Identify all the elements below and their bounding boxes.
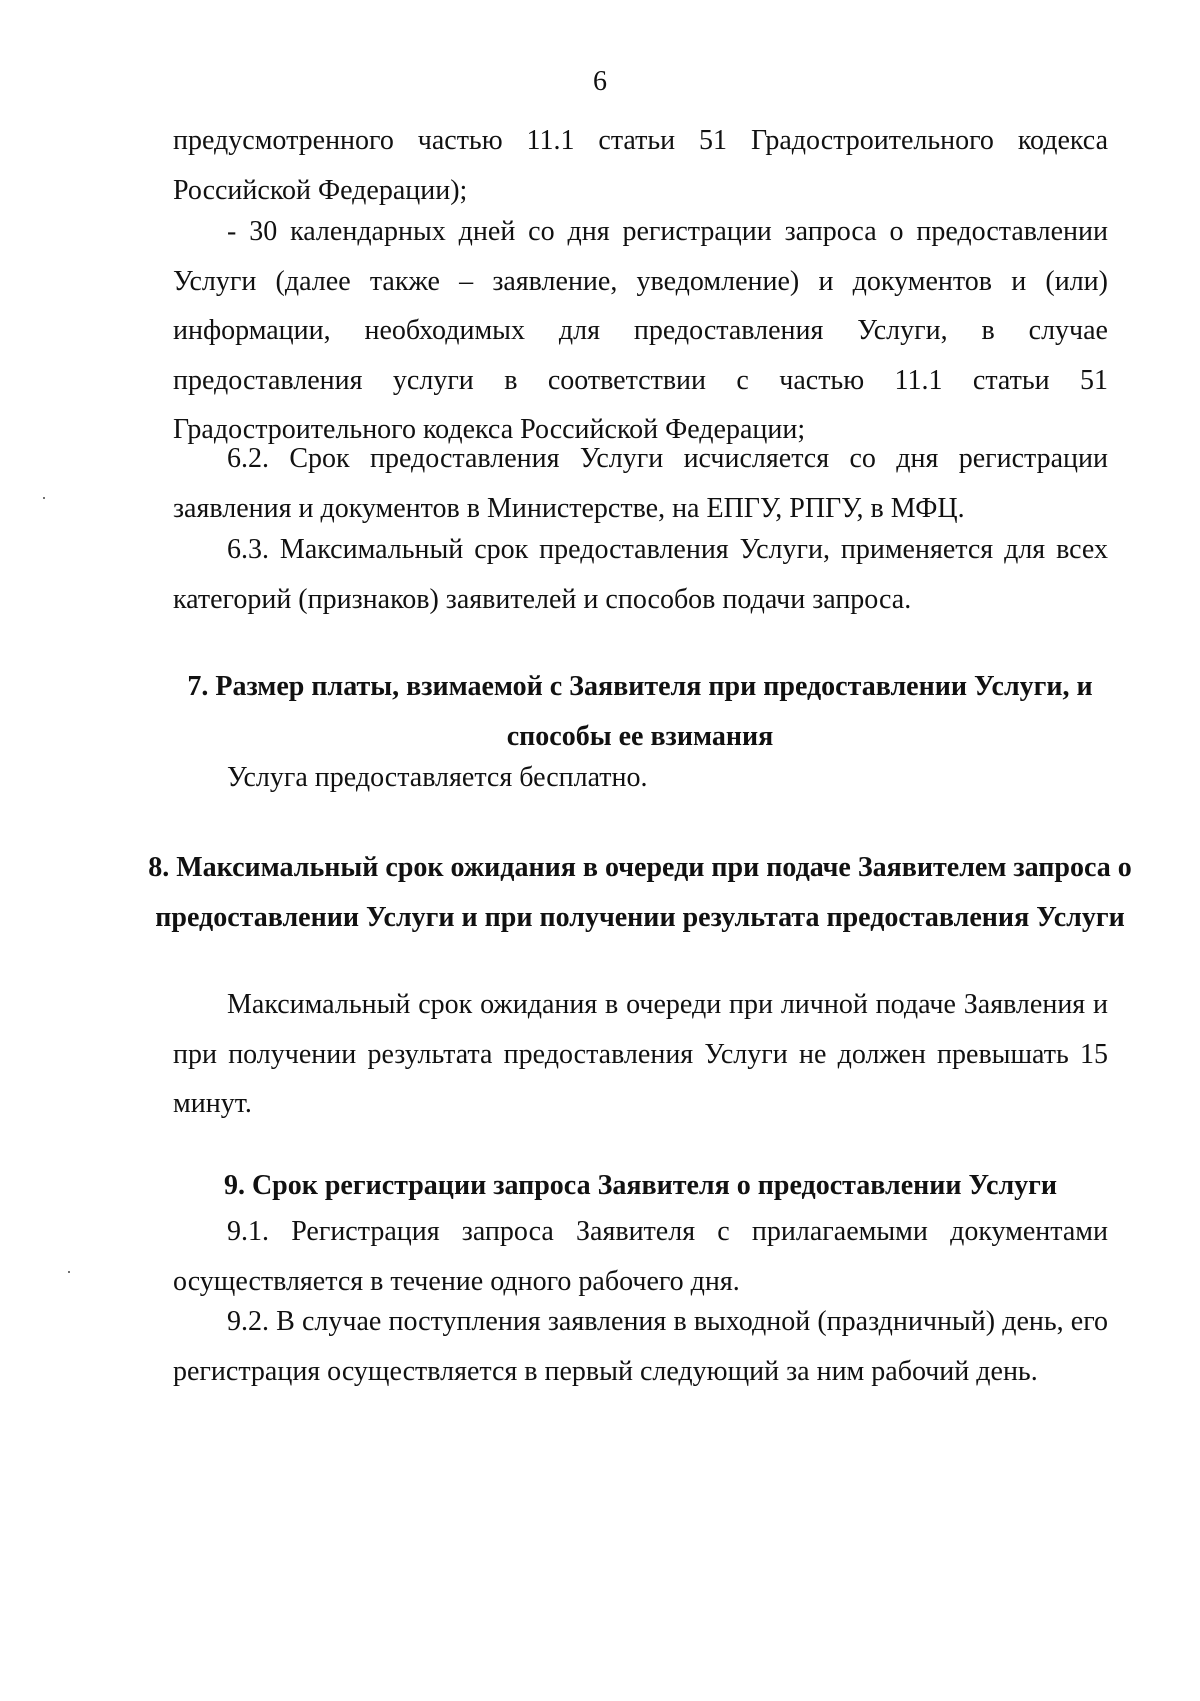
paragraph-9-1: 9.1. Регистрация запроса Заявителя с прилагаемыми документами осуществляется в течение одного рабочего дня.: [173, 1216, 1108, 1297]
scan-speck: [68, 1271, 70, 1273]
section-heading-9: 9. Срок регистрации запроса Заявителя о предоставлении Услуги: [223, 1170, 1058, 1201]
section-heading-8: 8. Максимальный срок ожидания в очереди при подаче Заявителем запроса о предоставлении Услуги и при получении результата предоставления Услуги: [148, 852, 1132, 933]
paragraph-6-2: 6.2. Срок предоставления Услуги исчисляется со дня регистрации заявления и документов в Министерстве, на ЕПГУ, РПГУ, в МФЦ.: [173, 443, 1108, 524]
paragraph-queue-time: Максимальный срок ожидания в очереди при личной подаче Заявления и при получении результата предоставления Услуги не должен превышать 15 минут.: [173, 989, 1108, 1119]
scan-speck: [43, 497, 45, 499]
section-heading-7: 7. Размер платы, взимаемой с Заявителя при предоставлении Услуги, и способы ее взимания: [187, 671, 1093, 752]
paragraph-9-2: 9.2. В случае поступления заявления в выходной (праздничный) день, его регистрация осуществляется в первый следующий за ним рабочий день.: [173, 1306, 1108, 1387]
paragraph-deadline-30-days: - 30 календарных дней со дня регистрации запроса о предоставлении Услуги (далее также – заявление, уведомление) и документов и (или) информации, необходимых для предоставления Услуги, в случае предоставления услуги в соответствии с частью 11.1 статьи 51 Градостроительного кодекса Российской Федерации;: [173, 216, 1108, 445]
page-number: 6: [593, 66, 607, 97]
paragraph-continuation: предусмотренного частью 11.1 статьи 51 Градостроительного кодекса Российской Федерации);: [173, 125, 1108, 206]
paragraph-free-service: Услуга предоставляется бесплатно.: [227, 762, 648, 793]
paragraph-6-3: 6.3. Максимальный срок предоставления Услуги, применяется для всех категорий (признаков) заявителей и способов подачи запроса.: [173, 534, 1108, 615]
